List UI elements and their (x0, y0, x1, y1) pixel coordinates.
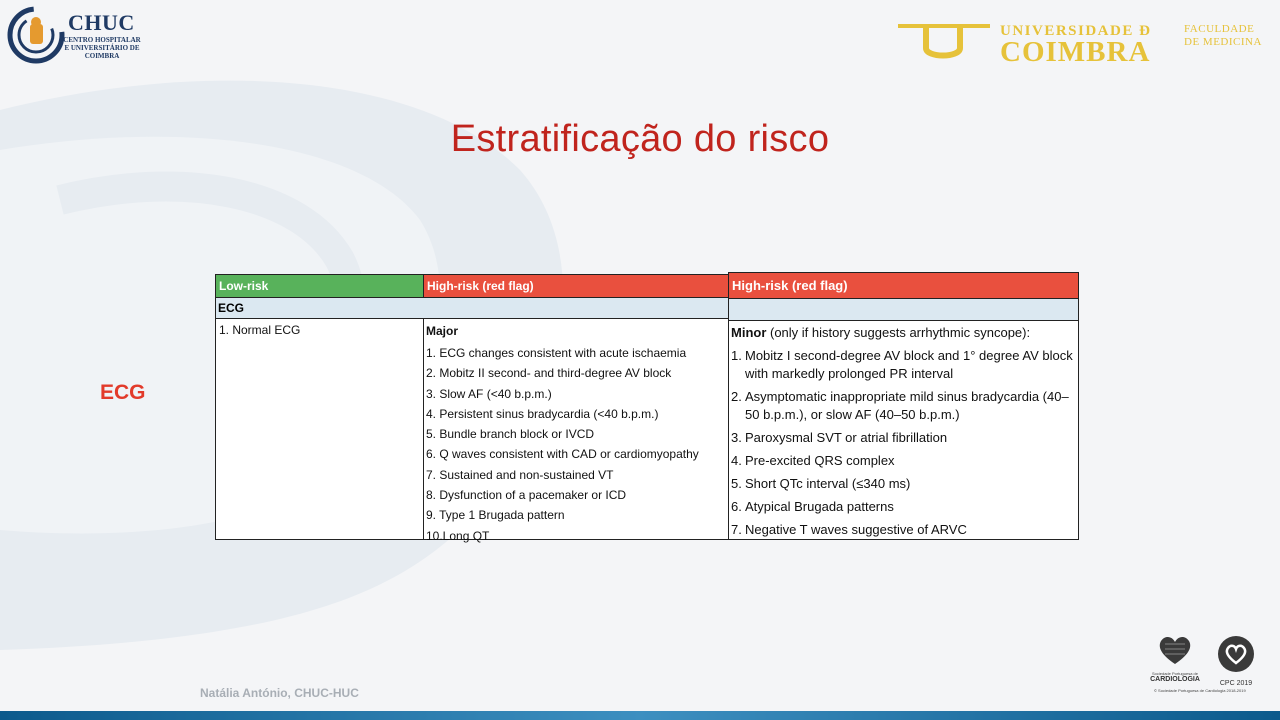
footer-bar (0, 711, 1280, 720)
major-item: 2. Mobitz II second- and third-degree AV block (426, 366, 672, 381)
cpc-heart-icon (1217, 635, 1255, 673)
low-risk-header: Low-risk (216, 275, 423, 297)
side-label: ECG (100, 381, 146, 404)
minor-item (731, 475, 1076, 493)
minor-item (731, 429, 1076, 447)
faculty-label: FACULDADE DE MEDICINA (1184, 23, 1262, 48)
cpc-logo (1214, 635, 1258, 685)
minor-item (731, 452, 1076, 470)
minor-item-text: Atypical Brugada patterns (745, 499, 894, 514)
minor-item-number: 3. (731, 430, 742, 445)
minor-item-text: Short QTc interval (≤340 ms) (745, 476, 911, 491)
major-item: 5. Bundle branch block or IVCD (426, 427, 595, 442)
minor-item (731, 521, 1076, 539)
risk-table-left (215, 274, 729, 543)
chuc-emblem-icon (6, 2, 68, 66)
slide-title: Estratificação do risco (450, 118, 830, 160)
minor-item-text: Asymptomatic inappropriate mild sinus bradycardia (40–50 b.p.m.), or slow AF (40–50 b.p.m.) (745, 389, 1069, 422)
minor-item-text: Mobitz I second-degree AV block and 1° degree AV block with markedly prolonged PR interval (745, 348, 1073, 381)
cpc-label: CPC 2019 (1219, 680, 1253, 687)
minor-title-rest: (only if history suggests arrhythmic syncope): (766, 325, 1031, 340)
major-title: Major (426, 324, 459, 338)
major-item: 1. ECG changes consistent with acute ischaemia (426, 346, 687, 360)
minor-item-number: 2. (731, 389, 742, 404)
chuc-subtitle: CENTRO HOSPITALAR E UNIVERSITÁRIO DE COIMBRA (63, 36, 141, 60)
major-item: 7. Sustained and non-sustained VT (426, 467, 614, 482)
spc-small-text: Sociedade Portuguesa de (1151, 671, 1199, 676)
section-row: ECG (216, 297, 728, 319)
high-risk-header: High-risk (red flag) (423, 275, 728, 297)
major-item: 3. Slow AF (<40 b.p.m.) (426, 386, 552, 401)
minor-item-number: 5. (731, 476, 742, 491)
high-risk-column (423, 319, 728, 543)
footer-author: Natália António, CHUC-HUC (200, 686, 359, 700)
minor-title-bold: Minor (731, 325, 767, 340)
low-risk-column (216, 319, 423, 539)
heart-icon (1157, 634, 1193, 666)
uc-line2: COIMBRA (1000, 36, 1151, 68)
minor-column (729, 321, 1078, 539)
minor-item-text: Paroxysmal SVT or atrial fibrillation (745, 430, 948, 445)
uc-line1: UNIVERSIDADE Đ (1000, 23, 1152, 39)
high-risk-header-right: High-risk (red flag) (729, 273, 1078, 298)
minor-item-number: 4. (731, 453, 742, 468)
uc-emblem-icon (898, 22, 990, 62)
spc-name: CARDIOLOGIA (1150, 676, 1200, 683)
risk-table-right (728, 272, 1079, 540)
minor-item (731, 388, 1076, 424)
chuc-logo (6, 2, 146, 66)
major-item: 9. Type 1 Brugada pattern (426, 508, 565, 523)
major-item: 6. Q waves consistent with CAD or cardiomyopathy (426, 447, 699, 462)
uc-logo (898, 18, 1268, 68)
minor-item-text: Negative T waves suggestive of ARVC (745, 522, 967, 537)
minor-item-number: 6. (731, 499, 742, 514)
major-item: 4. Persistent sinus bradycardia (<40 b.p.m.) (426, 406, 659, 421)
minor-item (731, 347, 1076, 383)
low-risk-item: 1. Normal ECG (219, 323, 301, 337)
minor-item-text: Pre-excited QRS complex (745, 453, 895, 468)
minor-item-number: 7. (731, 522, 742, 537)
chuc-name: CHUC (68, 10, 135, 35)
section-row-right (729, 298, 1078, 321)
spc-logo (1150, 634, 1200, 690)
major-item: 8. Dysfunction of a pacemaker or ICD (426, 488, 627, 503)
spc-copyright: © Sociedade Portuguesa de Cardiologia 2018-2019 (1154, 688, 1246, 693)
major-item: 10.Long QT (426, 528, 490, 543)
minor-item (731, 498, 1076, 516)
minor-item-number: 1. (731, 348, 742, 363)
minor-title (731, 324, 1076, 347)
